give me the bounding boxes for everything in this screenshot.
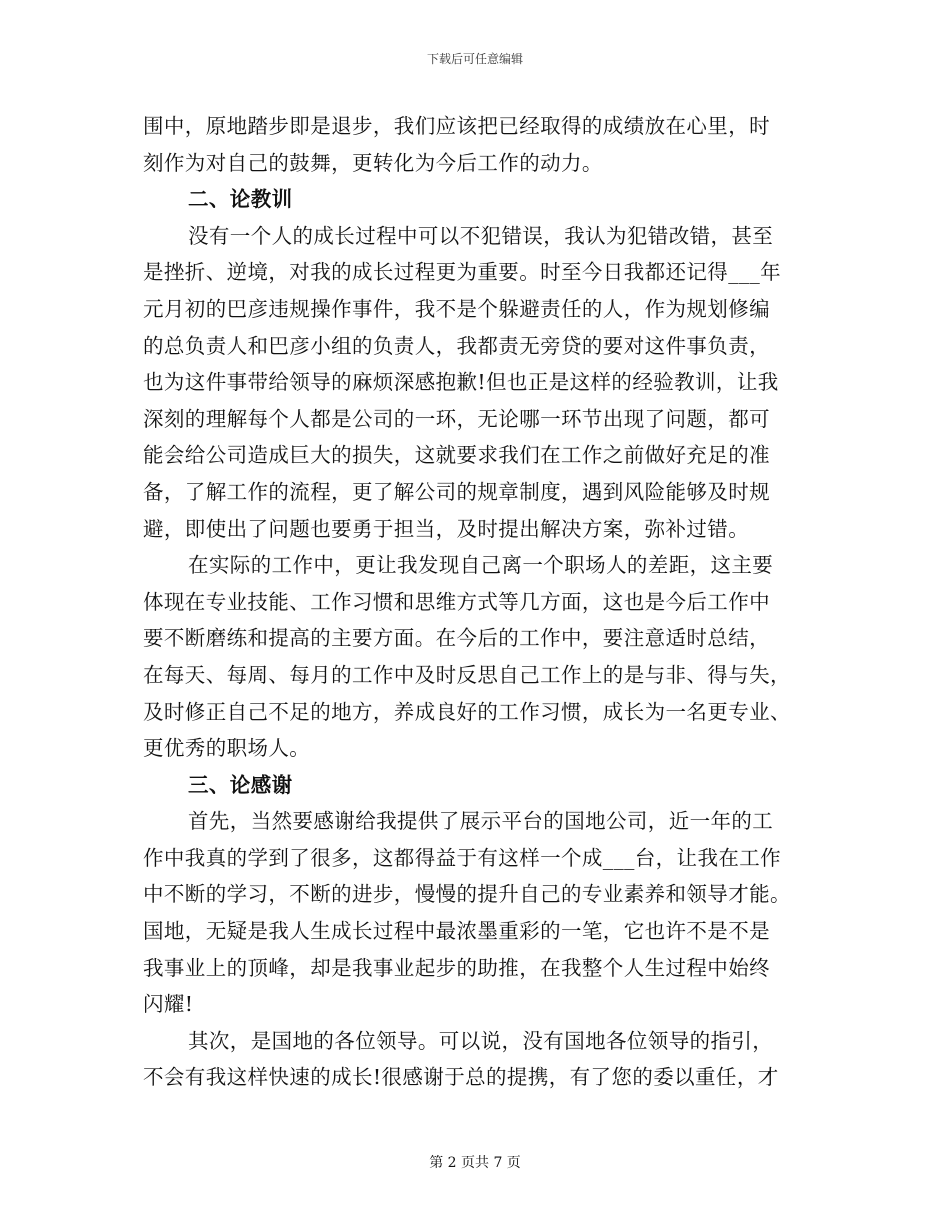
text-line: 其次，是国地的各位领导。可以说，没有国地各位领导的指引，	[188, 1028, 774, 1053]
text-line: 是挫折、逆境，对我的成长过程更为重要。时至今日我都还记得___年	[143, 260, 782, 285]
text-line: 及时修正自己不足的地方，养成良好的工作习惯，成长为一名更专业、	[143, 699, 791, 724]
text-line: 元月初的巴彦违规操作事件，我不是个躲避责任的人，作为规划修编	[143, 296, 770, 321]
text-line: 也为这件事带给领导的麻烦深感抱歉!但也正是这样的经验教训，让我	[143, 370, 779, 395]
text-line: 没有一个人的成长过程中可以不犯错误，我认为犯错改错，甚至	[188, 223, 774, 248]
text-line: 刻作为对自己的鼓舞，更转化为今后工作的动力。	[143, 150, 603, 175]
text-line: 中不断的学习，不断的进步，慢慢的提升自己的专业素养和领导才能。	[143, 882, 791, 907]
section-heading: 二、论教训	[188, 187, 293, 212]
text-line: 闪耀!	[143, 992, 194, 1017]
text-line: 避，即使出了问题也要勇于担当，及时提出解决方案，弥补过错。	[143, 516, 750, 541]
text-line: 要不断磨练和提高的主要方面。在今后的工作中，要注意适时总结，	[143, 626, 770, 651]
text-line: 的总负责人和巴彦小组的负责人，我都责无旁贷的要对这件事负责，	[143, 333, 770, 358]
text-line: 不会有我这样快速的成长!很感谢于总的提携，有了您的委以重任，才	[143, 1065, 779, 1090]
text-line: 体现在专业技能、工作习惯和思维方式等几方面，这也是今后工作中	[143, 589, 770, 614]
text-line: 在实际的工作中，更让我发现自己离一个职场人的差距，这主要	[188, 553, 774, 578]
text-line: 我事业上的顶峰，却是我事业起步的助推，在我整个人生过程中始终	[143, 955, 770, 980]
text-line: 在每天、每周、每月的工作中及时反思自己工作上的是与非、得与失，	[143, 662, 791, 687]
text-line: 能会给公司造成巨大的损失，这就要求我们在工作之前做好充足的准	[143, 443, 770, 468]
page-footer: 第 2 页共 7 页	[429, 1155, 521, 1171]
text-line: 国地，无疑是我人生成长过程中最浓墨重彩的一笔，它也许不是不是	[143, 919, 770, 944]
text-line: 首先，当然要感谢给我提供了展示平台的国地公司，近一年的工	[188, 809, 774, 834]
section-heading: 三、论感谢	[188, 772, 293, 797]
page-header: 下载后可任意编辑	[426, 52, 523, 66]
text-line: 围中，原地踏步即是退步，我们应该把已经取得的成绩放在心里，时	[143, 114, 770, 138]
text-line: 作中我真的学到了很多，这都得益于有这样一个成___台，让我在工作	[143, 845, 782, 870]
document-body	[143, 108, 809, 1096]
text-line: 深刻的理解每个人都是公司的一环，无论哪一环节出现了问题，都可	[143, 406, 770, 431]
text-line: 备，了解工作的流程，更了解公司的规章制度，遇到风险能够及时规	[143, 479, 770, 504]
text-line: 更优秀的职场人。	[143, 736, 311, 761]
